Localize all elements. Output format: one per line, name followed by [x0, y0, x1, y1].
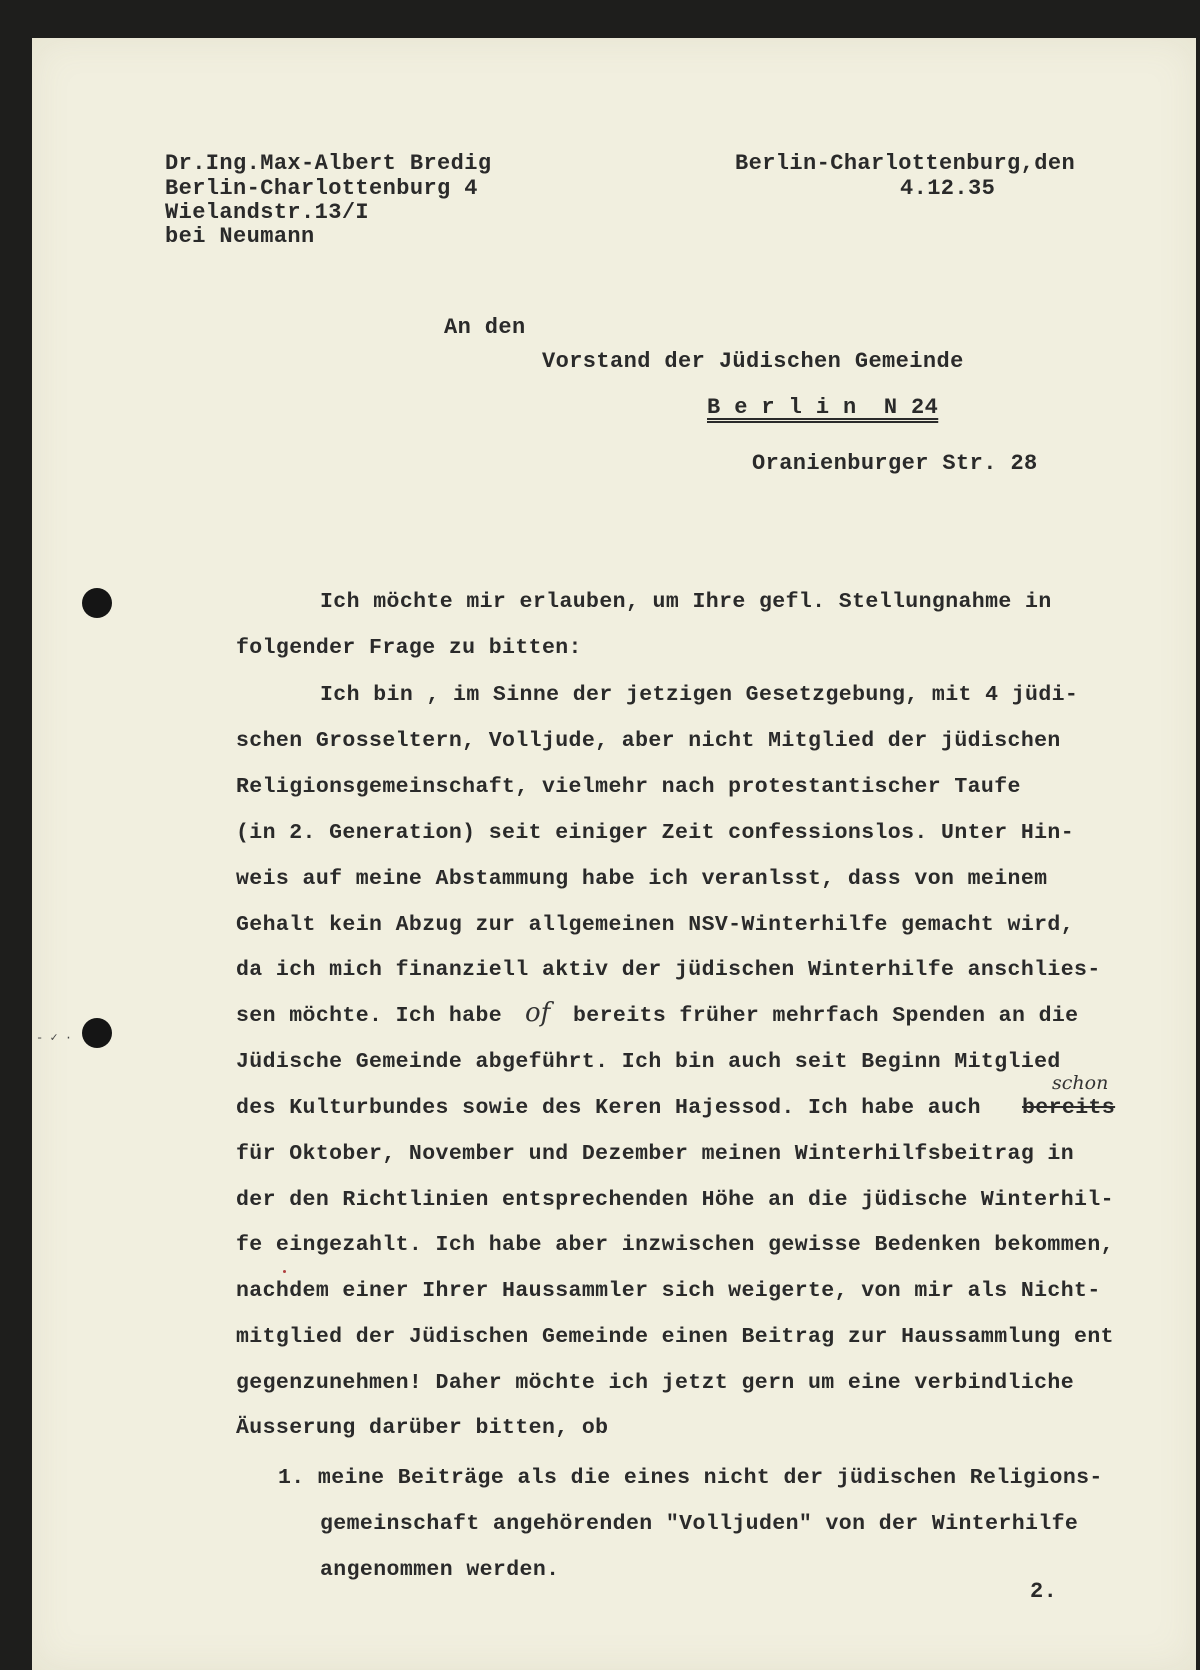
ink-speck	[283, 1270, 286, 1273]
punch-hole-bottom	[82, 1018, 112, 1048]
handwritten-correction: of	[525, 998, 551, 1028]
list-item-continuation: gemeinschaft angehörenden "Volljuden" von der Winterhilfe	[320, 1512, 1079, 1536]
body-line: mitglied der Jüdischen Gemeinde einen Beitrag zur Haussammlung ent	[236, 1325, 1114, 1349]
body-line: Äusserung darüber bitten, ob	[236, 1416, 609, 1440]
body-line: Religionsgemeinschaft, vielmehr nach protestantischer Taufe	[236, 775, 1021, 799]
body-line: Gehalt kein Abzug zur allgemeinen NSV-Winterhilfe gemacht wird,	[236, 913, 1075, 937]
list-item-continuation: angenommen werden.	[320, 1558, 560, 1582]
body-line: des Kulturbundes sowie des Keren Hajessod. Ich habe auch	[236, 1096, 981, 1120]
body-line: nachdem einer Ihrer Haussammler sich weigerte, von mir als Nicht-	[236, 1279, 1101, 1303]
struck-word: bereits	[1022, 1096, 1116, 1120]
recipient-org: Vorstand der Jüdischen Gemeinde	[542, 349, 964, 374]
body-line: Jüdische Gemeinde abgeführt. Ich bin auch seit Beginn Mitglied	[236, 1050, 1061, 1074]
dateline-date: 4.12.35	[900, 176, 996, 201]
page-number: 2.	[1030, 1579, 1058, 1604]
letter-page	[32, 38, 1196, 1670]
body-line: Ich bin , im Sinne der jetzigen Gesetzgebung, mit 4 jüdi-	[320, 683, 1079, 707]
body-line: schen Grosseltern, Volljude, aber nicht Mitglied der jüdischen	[236, 729, 1061, 753]
margin-mark: - ✓ ·	[36, 1031, 73, 1045]
sender-city: Berlin-Charlottenburg 4	[165, 176, 478, 201]
body-line: weis auf meine Abstammung habe ich veranlsst, dass von meinem	[236, 867, 1048, 891]
body-line: der den Richtlinien entsprechenden Höhe an die jüdische Winterhil-	[236, 1188, 1114, 1212]
body-line: für Oktober, November und Dezember meinen Winterhilfsbeitrag in	[236, 1142, 1075, 1166]
recipient-salutation: An den	[444, 315, 526, 340]
punch-hole-top	[82, 588, 112, 618]
recipient-city: B e r l i n N 24	[707, 395, 939, 420]
body-line: Ich möchte mir erlauben, um Ihre gefl. Stellungnahme in	[320, 590, 1052, 614]
sender-care-of: bei Neumann	[165, 224, 315, 249]
body-line: bereits früher mehrfach Spenden an die	[573, 1004, 1079, 1028]
recipient-street: Oranienburger Str. 28	[752, 451, 1038, 476]
sender-name: Dr.Ing.Max-Albert Bredig	[165, 151, 492, 176]
body-line: sen möchte. Ich habe	[236, 1004, 503, 1028]
body-line: gegenzunehmen! Daher möchte ich jetzt gern um eine verbindliche	[236, 1371, 1075, 1395]
body-line: (in 2. Generation) seit einiger Zeit confessionslos. Unter Hin-	[236, 821, 1075, 845]
sender-street: Wielandstr.13/I	[165, 200, 370, 225]
body-line: fe eingezahlt. Ich habe aber inzwischen gewisse Bedenken bekommen,	[236, 1233, 1114, 1257]
list-item: 1. meine Beiträge als die eines nicht der jüdischen Religions-	[278, 1466, 1103, 1490]
handwritten-insert: schon	[1052, 1072, 1109, 1094]
body-line: folgender Frage zu bitten:	[236, 636, 582, 660]
body-line: da ich mich finanziell aktiv der jüdischen Winterhilfe anschlies-	[236, 958, 1101, 982]
dateline-place: Berlin-Charlottenburg,den	[735, 151, 1076, 176]
